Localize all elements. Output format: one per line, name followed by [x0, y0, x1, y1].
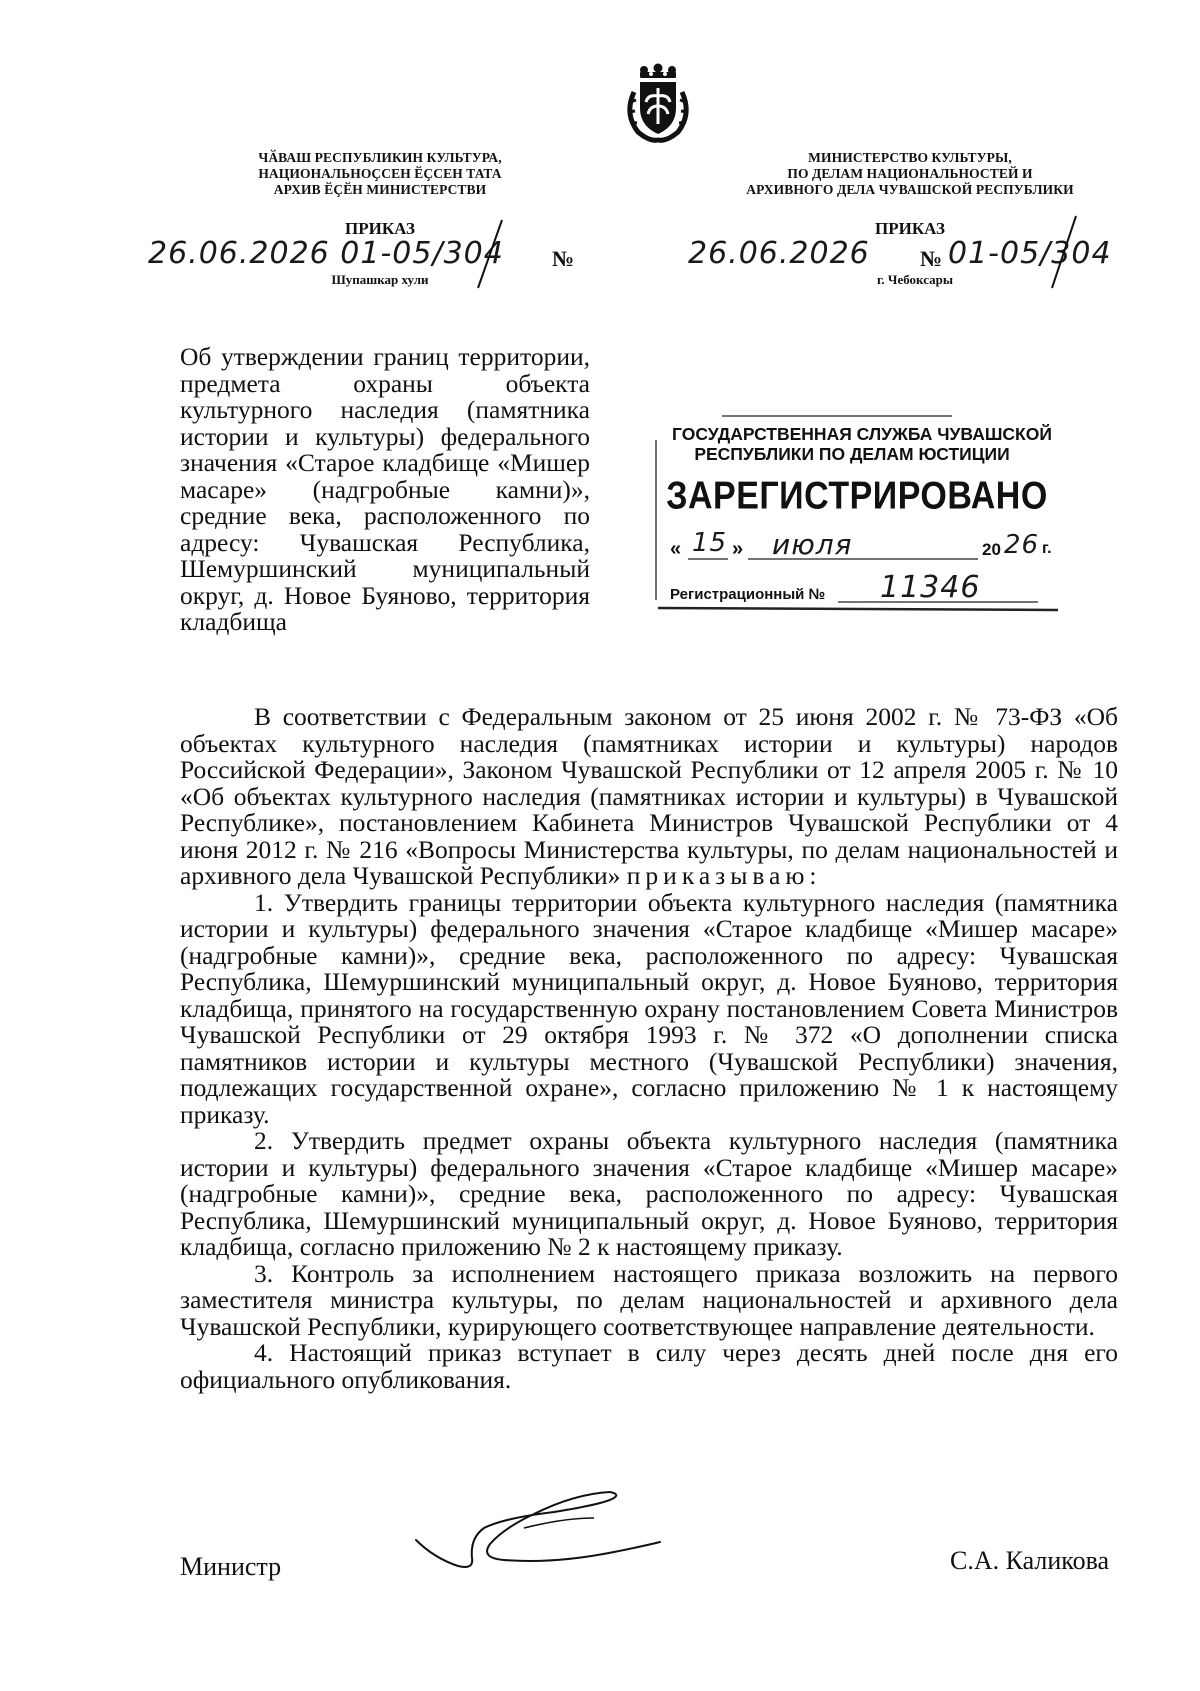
left-handwritten-date-number: 26.06.2026 01-05/304 — [148, 236, 504, 271]
right-org-line: ПО ДЕЛАМ НАЦИОНАЛЬНОСТЕЙ И — [787, 166, 1033, 181]
order-item-4: 4. Настоящий приказ вступает в силу через десять дней после дня его официального опубликования. — [180, 1338, 1118, 1394]
signatory-name: С.А. Каликова — [950, 1546, 1110, 1575]
stamp-date-underline — [688, 556, 978, 562]
prikazyvayu-word: приказываю: — [626, 861, 822, 890]
left-org-line: ЧӐВАШ РЕСПУБЛИКИН КУЛЬТУРА, — [258, 150, 502, 165]
left-place: Шупашкар хули — [331, 272, 429, 287]
left-org-line: НАЦИОНАЛЬНОҪСЕН ӖҪСЕН ТАТА — [258, 166, 502, 181]
stamp-reg-underline — [838, 600, 1038, 604]
order-item-2: 2. Утвердить предмет охраны объекта культурного наследия (памятника истории и культуры) федерального значения «Старое кладбище «Мишер масаре» (надгробные камни)», средние века, расположенного по адресу: Чувашская Республика, Шемуршинский муниципальный округ, д. Новое Буяново, территория кладбища, согласно приложению № 2 к настоящему приказу. — [180, 1126, 1118, 1261]
right-org-line: МИНИСТЕРСТВО КУЛЬТУРЫ, — [808, 150, 1012, 165]
handwritten-signature — [414, 1488, 664, 1588]
right-prikaz-word: ПРИКАЗ — [875, 219, 945, 238]
left-prikaz-word: ПРИКАЗ — [345, 219, 415, 238]
stamp-org-line: РЕСПУБЛИКИ ПО ДЕЛАМ ЮСТИЦИИ — [694, 444, 1010, 464]
right-place: г. Чебоксары — [876, 272, 954, 287]
document-body — [180, 704, 1118, 1393]
left-slash-mark — [470, 218, 510, 290]
right-number-sign: № — [920, 246, 943, 271]
stamp-quote-close: » — [732, 538, 744, 560]
document-title: Об утверждении границ территории, предмета охраны объекта культурного наследия (памятника истории и культуры) федерального значения «Старое кладбище «Мишер масаре» (надгробные камни)», средние века, расположенного по адресу: Чувашская Республика, Шемуршинский муниципальный округ, д. Новое Буяново, территория кладбища — [180, 342, 590, 636]
order-item-3: 3. Контроль за исполнением настоящего приказа возложить на первого заместителя министра культуры, по делам национальностей и архивного дела Чувашской Республики, курирующего соответствующее направление деятельности. — [180, 1258, 1118, 1341]
stamp-reg-number: 11346 — [880, 570, 981, 605]
right-handwritten-number: 01-05/304 — [948, 236, 1112, 271]
left-org-header — [180, 150, 580, 198]
right-slash-mark — [1042, 214, 1082, 290]
stamp-year-prefix: 20 — [982, 540, 1001, 559]
left-org-line: АРХИВ ӖҪӖН МИНИСТЕРСТВИ — [273, 182, 487, 197]
registration-stamp — [652, 410, 1062, 618]
preamble-paragraph — [180, 704, 1118, 890]
signatory-position: Министр — [180, 1552, 282, 1581]
stamp-year-suffix: 26 — [1004, 530, 1040, 560]
right-org-line: АРХИВНОГО ДЕЛА ЧУВАШСКОЙ РЕСПУБЛИКИ — [746, 182, 1074, 197]
right-org-header — [700, 150, 1120, 198]
stamp-month: июля — [772, 528, 853, 561]
stamp-quote-open: « — [670, 538, 682, 560]
stamp-status: ЗАРЕГИСТРИРОВАНО — [666, 474, 1048, 518]
stamp-day: 15 — [692, 528, 728, 558]
order-item-1: 1. Утвердить границы территории объекта культурного наследия (памятника истории и культуры) федерального значения «Старое кладбище «Мишер масаре» (надгробные камни)», средние века, расположенного по адресу: Чувашская Республика, Шемуршинский муниципальный округ, д. Новое Буяново, территория кладбища, принятого на государственную охрану постановлением Совета Министров Чувашской Республики от 29 октября 1993 г. № 372 «О дополнении списка памятников истории и культуры местного (Чувашской Республики) значения, подлежащих государственной охране», согласно приложению № 1 к настоящему приказу. — [180, 887, 1118, 1129]
coat-of-arms-emblem — [622, 62, 694, 144]
left-number-sign: № — [552, 246, 575, 271]
preamble-text: В соответствии с Федеральным законом от 25 июня 2002 г. № 73-ФЗ «Об объектах культурного наследия (памятниках истории и культуры) народов Российской Федерации», Законом Чувашской Республики от 12 апреля 2005 г. № 10 «Об объектах культурного наследия (памятниках истории и культуры) в Чувашской Республике», постановлением Кабинета Министров Чувашской Республики от 4 июня 2012 г. № 216 «Вопросы Министерства культуры, по делам национальностей и архивного дела Чувашской Республики» — [180, 702, 1118, 890]
right-handwritten-date: 26.06.2026 — [688, 236, 870, 271]
stamp-year-g: г. — [1042, 540, 1052, 557]
stamp-org-line: ГОСУДАРСТВЕННАЯ СЛУЖБА ЧУВАШСКОЙ — [672, 424, 1052, 444]
stamp-reg-label: Регистрационный № — [670, 586, 826, 603]
